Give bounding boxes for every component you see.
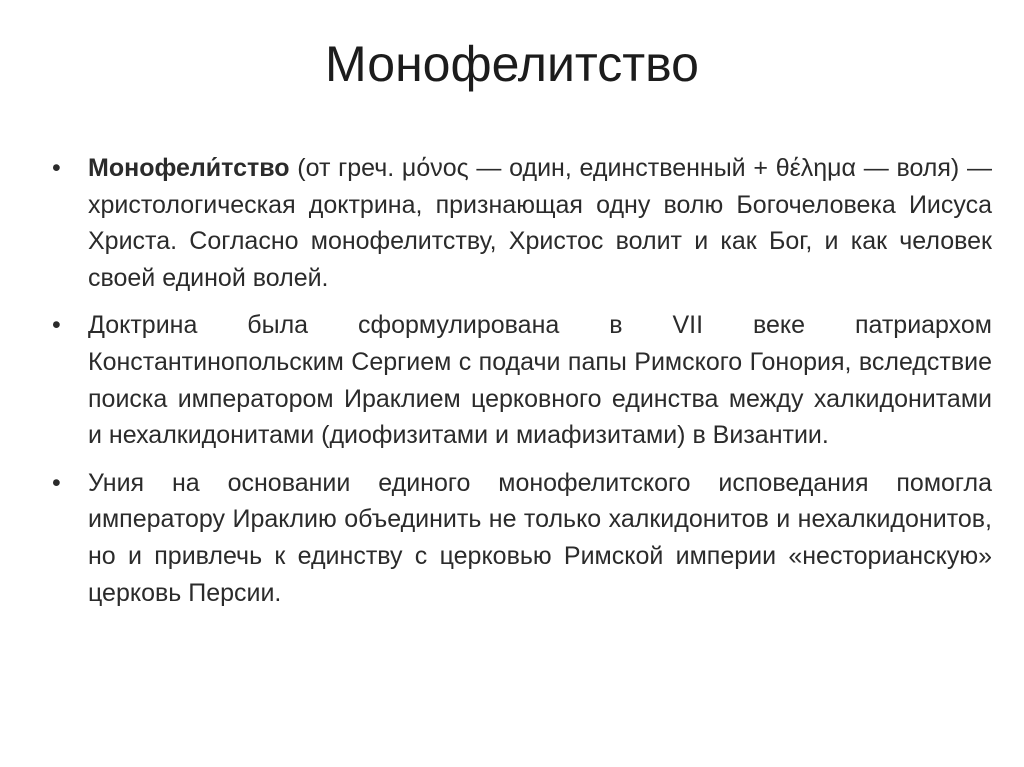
bullet-list	[50, 150, 992, 622]
bullet-text: (от греч. μόνος — один, единственный + θέλημα — воля) — христологическая доктрина, признающая одну волю Богочеловека Иисуса Христа. Согласно монофелитству, Христос волит и как Бог, и как человек своей единой волей.	[88, 154, 992, 292]
bullet-text: Уния на основании единого монофелитского исповедания помогла императору Ираклию объединить не только халкидонитов и нехалкидонитов, но и привлечь к единству с церковью Римской империи «несторианскую» церковь Персии.	[88, 468, 992, 607]
bullet-icon: •	[52, 154, 61, 182]
bullet-item-doctrine	[50, 307, 992, 453]
bullet-term: Монофели́тство	[88, 154, 290, 182]
bullet-text: Доктрина была сформулирована в VII веке патриархом Константинопольским Сергием с подачи папы Римского Гонория, вследствие поиска императором Ираклием церковного единства между халкидонитами и нехалкидонитами (диофизитами и миафизитами) в Византии.	[88, 311, 992, 450]
slide-title: Монофелитство	[325, 36, 699, 92]
bullet-item-union	[50, 465, 992, 611]
bullet-item-definition	[50, 150, 992, 296]
bullet-icon: •	[52, 311, 61, 340]
bullet-icon: •	[52, 468, 61, 497]
